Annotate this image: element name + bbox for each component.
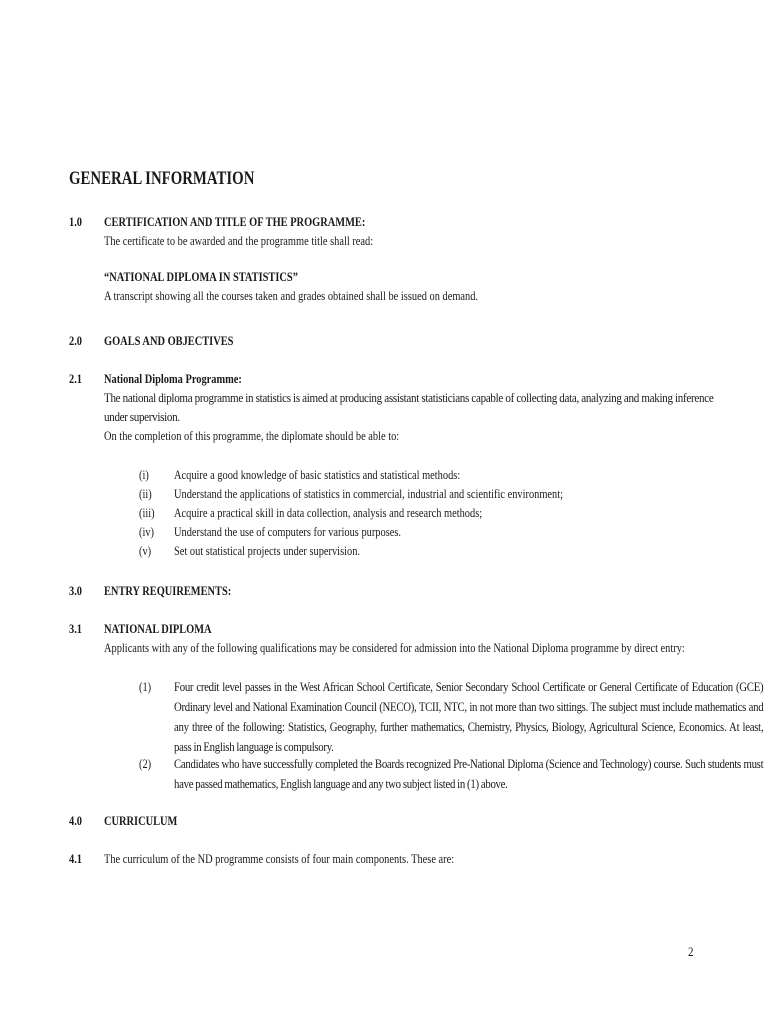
- list-text: Acquire a practical skill in data collection, analysis and research methods;: [174, 505, 483, 520]
- section-heading: National Diploma Programme:: [104, 371, 242, 386]
- section-number: 2.1: [69, 371, 82, 386]
- section-lead-in: On the completion of this programme, the diplomate should be able to:: [104, 428, 400, 443]
- list-marker: (2): [139, 756, 152, 771]
- requirement-item: [139, 754, 764, 794]
- programme-title: “NATIONAL DIPLOMA IN STATISTICS”: [104, 269, 298, 284]
- list-text: Understand the use of computers for various purposes.: [174, 524, 402, 539]
- list-marker: (iv): [139, 524, 155, 539]
- requirement-text: Candidates who have successfully completed the Boards recognized Pre-National Diploma (Science and Technology) course. Such students must have passed mathematics, English language and any two subject listed in (1) above.: [174, 756, 764, 791]
- section-number: 3.0: [69, 583, 82, 598]
- list-marker: (1): [139, 679, 152, 694]
- section-heading: CERTIFICATION AND TITLE OF THE PROGRAMME:: [104, 214, 366, 229]
- list-marker: (i): [139, 467, 149, 482]
- section-number: 4.0: [69, 813, 82, 828]
- section-number: 4.1: [69, 851, 82, 866]
- requirement-item: [139, 677, 764, 757]
- section-heading: GOALS AND OBJECTIVES: [104, 333, 234, 348]
- list-marker: (ii): [139, 486, 152, 501]
- section-number: 1.0: [69, 214, 82, 229]
- list-marker: (v): [139, 543, 152, 558]
- section-text: The curriculum of the ND programme consists of four main components. These are:: [104, 851, 455, 866]
- section-number: 2.0: [69, 333, 82, 348]
- section-heading: ENTRY REQUIREMENTS:: [104, 583, 232, 598]
- list-text: Understand the applications of statistics in commercial, industrial and scientific environment;: [174, 486, 564, 501]
- list-text: Acquire a good knowledge of basic statistics and statistical methods:: [174, 467, 461, 482]
- section-paragraph: The national diploma programme in statistics is aimed at producing assistant statisticians capable of collecting data, analyzing and making inference under supervision.: [104, 390, 714, 424]
- page-number: 2: [688, 944, 694, 959]
- section-heading: CURRICULUM: [104, 813, 178, 828]
- transcript-note: A transcript showing all the courses taken and grades obtained shall be issued on demand.: [104, 288, 479, 303]
- section-text: The certificate to be awarded and the programme title shall read:: [104, 233, 374, 248]
- document-body: [69, 168, 764, 866]
- section-number: 3.1: [69, 621, 82, 636]
- section-heading: NATIONAL DIPLOMA: [104, 621, 212, 636]
- list-marker: (iii): [139, 505, 155, 520]
- requirement-text: Four credit level passes in the West African School Certificate, Senior Secondary School Certificate or General Certificate of Education (GCE) Ordinary level and National Examination Council (NECO), TCII, NTC, in not more than two sittings. The subject must include mathematics and any three of the following: Statistics, Geography, further mathematics, Chemistry, Physics, Biology, Agricultural Science, Economics. At least, pass in English language is compulsory.: [174, 679, 764, 754]
- section-text: Applicants with any of the following qualifications may be considered for admission into the National Diploma programme by direct entry:: [104, 640, 685, 655]
- document-title: GENERAL INFORMATION: [69, 168, 255, 189]
- list-text: Set out statistical projects under supervision.: [174, 543, 361, 558]
